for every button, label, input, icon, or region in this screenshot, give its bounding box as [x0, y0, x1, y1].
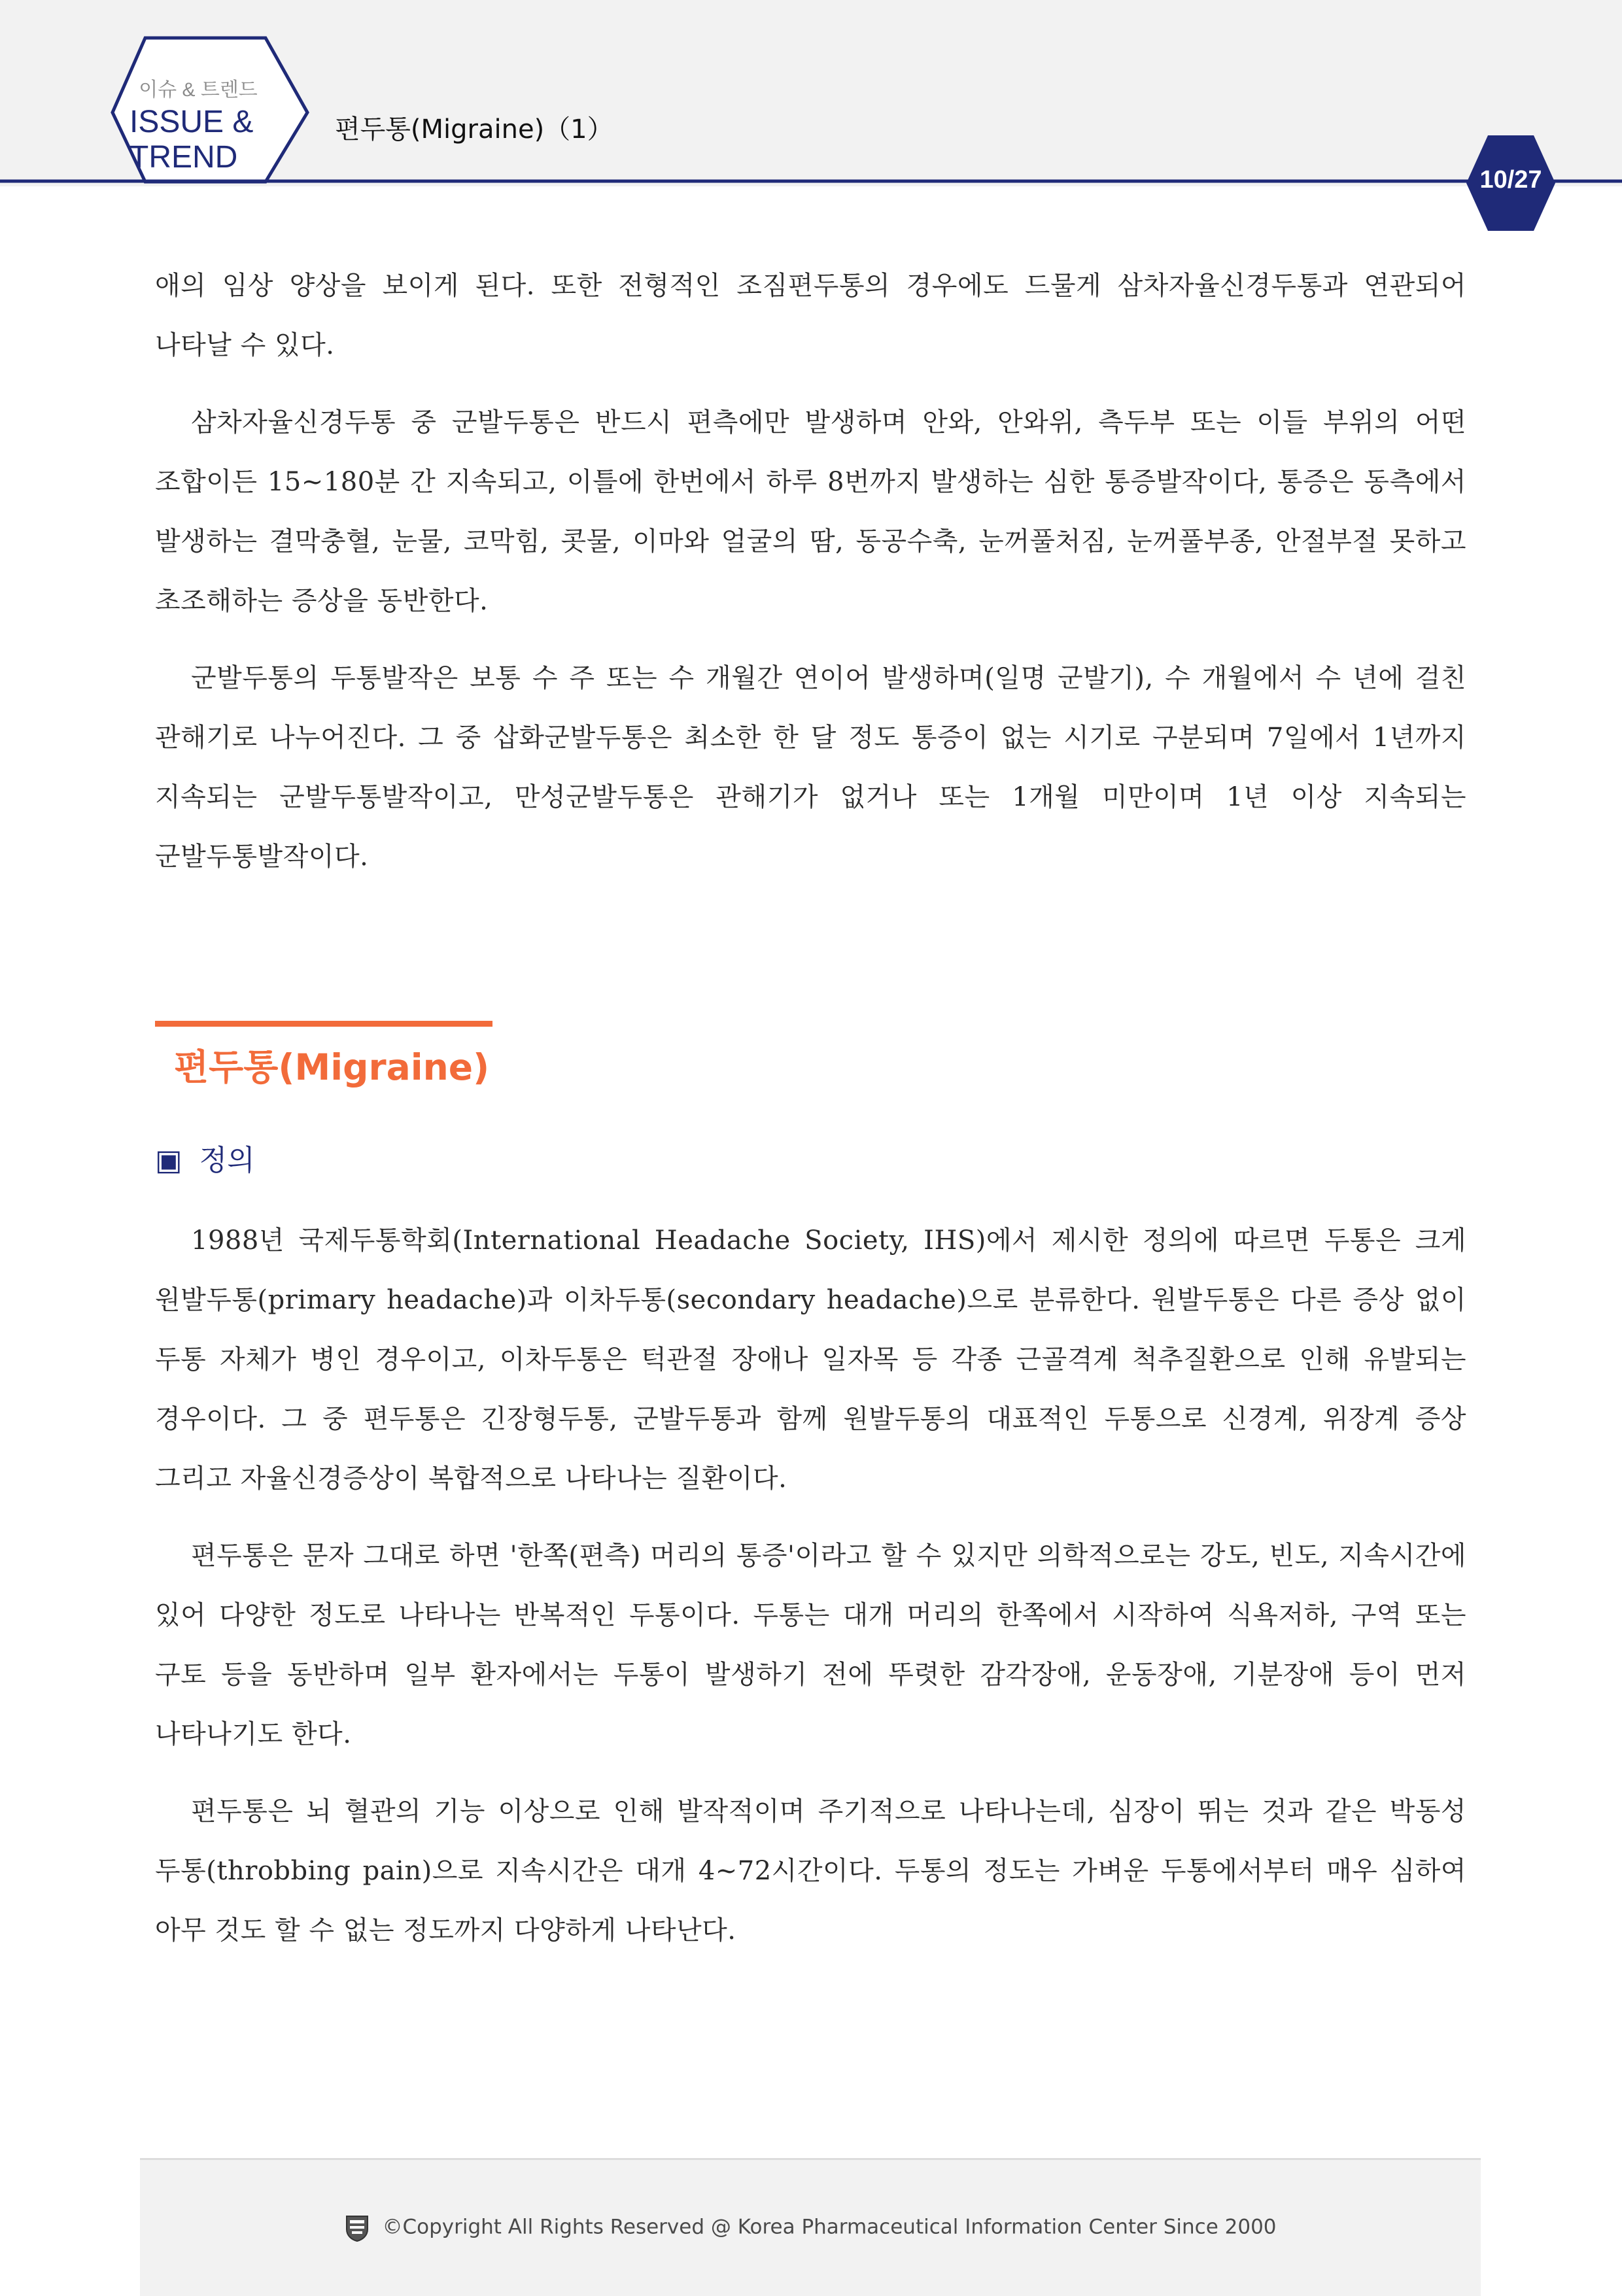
- paragraph: 편두통은 문자 그대로 하면 '한쪽(편측) 머리의 통증'이라고 할 수 있지만 의학적으로는 강도, 빈도, 지속시간에 있어 다양한 정도로 나타나는 반복적인 두통이다. 두통는 대개 머리의 한쪽에서 시작하여 식욕저하, 구역 또는 구토 등을 동반하며 일부 환자에서는 두통이 발생하기 전에 뚜렷한 감각장애, 운동장애, 기분장애 등이 먼저 나타나기도 한다.: [155, 1541, 1466, 1749]
- paragraph: 편두통은 뇌 혈관의 기능 이상으로 인해 발작적이며 주기적으로 나타나는데, 심장이 뛰는 것과 같은 박동성 두통(throbbing pain)으로 지속시간은 대개 4~72시간이다. 두통의 정도는 가벼운 두통에서부터 매우 심하여 아무 것도 할 수 없는 정도까지 다양하게 나타난다.: [155, 1796, 1466, 1945]
- section-text: [155, 1211, 1466, 1978]
- header-band: [0, 0, 1622, 186]
- badge-line-1: ISSUE &: [129, 105, 254, 139]
- paragraph: 군발두통의 두통발작은 보통 수 주 또는 수 개월간 연이어 발생하며(일명 군발기), 수 개월에서 수 년에 걸친 관해기로 나누어진다. 그 중 삽화군발두통은 최소한 한 달 정도 통증이 없는 시기로 구분되며 7일에서 1년까지 지속되는 군발두통발작이고, 만성군발두통은 관해기가 없거나 또는 1개월 미만이며 1년 이상 지속되는 군발두통발작이다.: [155, 663, 1466, 872]
- intro-text: [155, 256, 1466, 904]
- footer: [140, 2158, 1481, 2296]
- kpic-logo-icon: [344, 2214, 370, 2242]
- section-rule: [155, 1021, 492, 1027]
- square-bullet-icon: ▣: [155, 1144, 182, 1177]
- paragraph: 삼차자율신경두통 중 군발두통은 반드시 편측에만 발생하며 안와, 안와위, 측두부 또는 이들 부위의 어떤 조합이든 15~180분 간 지속되고, 이틀에 한번에서 하루 8번까지 발생하는 심한 통증발작이다, 통증은 동측에서 발생하는 결막충혈, 눈물, 코막힘, 콧물, 이마와 얼굴의 땀, 동공수축, 눈꺼풀처짐, 눈꺼풀부종, 안절부절 못하고 초조해하는 증상을 동반한다.: [155, 407, 1466, 616]
- page-title: 편두통(Migraine)（1）: [335, 114, 613, 145]
- subheading: [155, 1137, 255, 1178]
- subheading-label: 정의: [199, 1144, 255, 1177]
- copyright-text: ©Copyright All Rights Reserved @ Korea Pharmaceutical Information Center Since 2000: [382, 2215, 1277, 2239]
- badge-line-2: TREND: [129, 140, 238, 175]
- section-heading: 편두통(Migraine): [174, 1046, 490, 1088]
- paragraph: 1988년 국제두통학회(International Headache Society, IHS)에서 제시한 정의에 따르면 두통은 크게 원발두통(primary headache)과 이차두통(secondary headache)으로 분류한다. 원발두통은 다른 증상 없이 두통 자체가 병인 경우이고, 이차두통은 턱관절 장애나 일자목 등 각종 근골격계 척추질환으로 인해 유발되는 경우이다. 그 중 편두통은 긴장형두통, 군발두통과 함께 원발두통의 대표적인 두통으로 신경계, 위장계 증상 그리고 자율신경증상이 복합적으로 나타나는 질환이다.: [155, 1225, 1466, 1494]
- footer-line: [140, 2214, 1481, 2242]
- page-number: 10/27: [1479, 166, 1542, 194]
- paragraph: 애의 임상 양상을 보이게 된다. 또한 전형적인 조짐편두통의 경우에도 드물게 삼차자율신경두통과 연관되어 나타날 수 있다.: [155, 271, 1466, 360]
- badge-korean-label: 이슈 & 트렌드: [139, 79, 258, 101]
- badge-issue-trend: [129, 105, 280, 175]
